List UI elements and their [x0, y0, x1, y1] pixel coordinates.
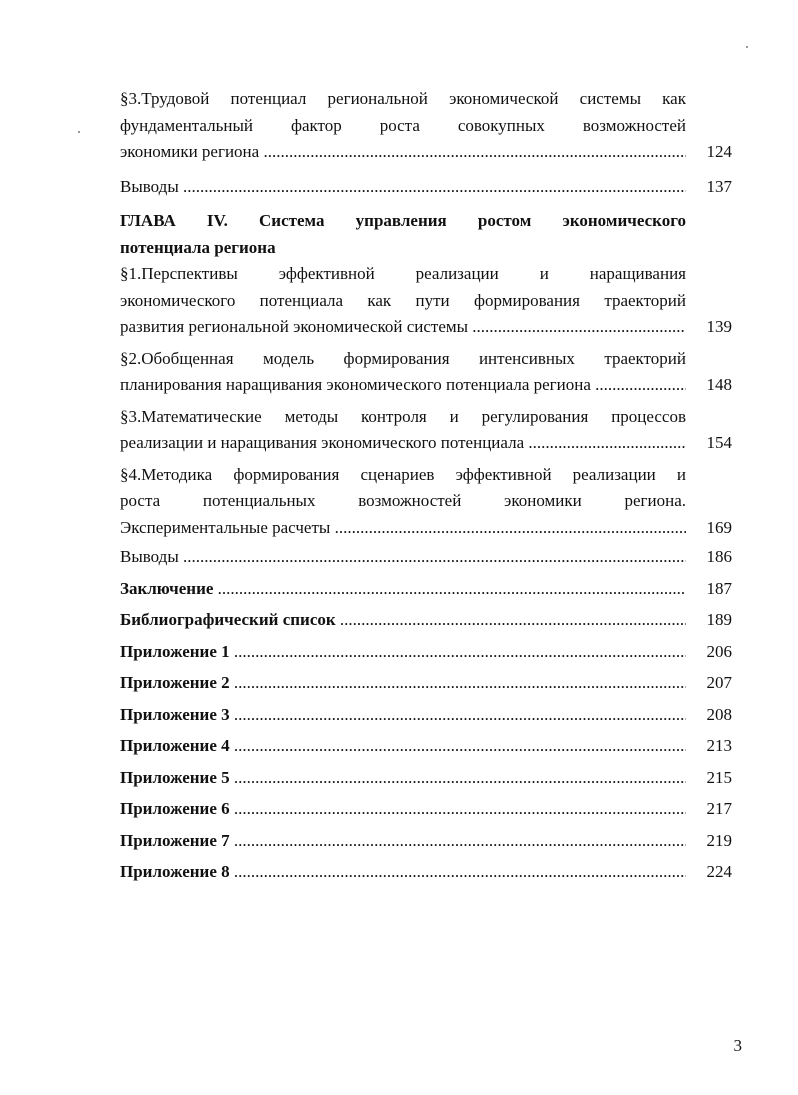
toc-entry-line: фундаментальный фактор роста совокупных возможностей: [120, 115, 686, 135]
toc-entry-line: экономического потенциала как пути формирования траекторий: [120, 290, 686, 310]
toc-page-number: 148: [706, 375, 732, 394]
toc-entry-line: §3.Математические методы контроля и регулирования процессов: [120, 406, 686, 426]
page-number: 3: [733, 1036, 742, 1055]
toc-entry-line: Экспериментальные расчеты .....: [120, 515, 686, 542]
toc-page-number: 124: [706, 142, 732, 161]
toc-entry: [120, 346, 732, 399]
toc-entry-line: развития региональной экономической системы .....: [120, 314, 686, 341]
toc-entry: [120, 171, 732, 203]
toc-entry: [120, 730, 732, 762]
toc-page-number: 215: [706, 767, 732, 787]
toc-page-number: 207: [706, 673, 732, 692]
toc-entry: [120, 636, 732, 668]
toc-entry: [120, 699, 732, 731]
table-of-contents: [120, 86, 732, 888]
toc-entry-line: §3.Трудовой потенциал региональной экономической системы как: [120, 89, 686, 108]
toc-entry: [120, 793, 732, 825]
toc-entry: [120, 573, 732, 605]
toc-entry-line: Заключение .....: [120, 573, 686, 605]
toc-entry: [120, 762, 732, 794]
toc-entry-line: Выводы .....: [120, 171, 686, 203]
toc-page-number: 187: [706, 578, 732, 598]
toc-page-number: 189: [706, 610, 732, 629]
toc-page-number: 137: [706, 176, 732, 196]
toc-entry-line: Приложение 4 .....: [120, 730, 686, 762]
toc-entry-line: роста потенциальных возможностей экономики региона.: [120, 491, 686, 510]
toc-entry-line: Приложение 5 .....: [120, 762, 686, 794]
toc-page-number: 213: [706, 736, 732, 755]
scan-speck: [78, 131, 80, 133]
toc-entry-line: экономики региона .....: [120, 139, 686, 166]
toc-entry-line: §4.Методика формирования сценариев эффективной реализации и: [120, 464, 686, 484]
toc-entry: [120, 462, 732, 542]
toc-entry-line: §1.Перспективы эффективной реализации и наращивания: [120, 264, 686, 283]
toc-entry: [120, 404, 732, 457]
toc-entry-line: Приложение 7 .....: [120, 825, 686, 857]
toc-page-number: 208: [706, 704, 732, 724]
toc-page-number: 139: [706, 317, 732, 336]
toc-page-number: 217: [706, 799, 732, 818]
toc-entry-line: §2.Обобщенная модель формирования интенсивных траекторий: [120, 348, 686, 368]
toc-entry: [120, 541, 732, 573]
toc-entry-line: Выводы .....: [120, 541, 686, 573]
toc-entry-line: реализации и наращивания экономического потенциала .....: [120, 430, 686, 457]
toc-entry-line: ГЛАВА IV. Система управления ростом экономического: [120, 211, 686, 230]
toc-page-number: 224: [706, 862, 732, 881]
toc-entry-line: Приложение 3 .....: [120, 699, 686, 731]
toc-page-number: 169: [706, 517, 732, 537]
toc-entry-line: потенциала региона: [120, 237, 276, 257]
toc-entry: [120, 667, 732, 699]
toc-entry: [120, 86, 732, 166]
toc-entry-line: Приложение 6 .....: [120, 793, 686, 825]
toc-entry: [120, 856, 732, 888]
toc-chapter-heading: [120, 208, 732, 261]
scan-speck: [746, 46, 748, 48]
toc-entry-line: Приложение 8 .....: [120, 856, 686, 888]
toc-entry: [120, 825, 732, 857]
toc-page-number: 154: [706, 433, 732, 452]
toc-entry: [120, 261, 732, 341]
toc-page-number: 219: [706, 830, 732, 850]
toc-entry-line: Библиографический список .....: [120, 604, 686, 636]
toc-page-number: 206: [706, 641, 732, 661]
toc-page-number: 186: [706, 547, 732, 566]
toc-entry: [120, 604, 732, 636]
toc-entry-line: Приложение 1 .....: [120, 636, 686, 668]
toc-entry-line: планирования наращивания экономического потенциала региона .....: [120, 372, 686, 399]
toc-entry-line: Приложение 2 .....: [120, 667, 686, 699]
